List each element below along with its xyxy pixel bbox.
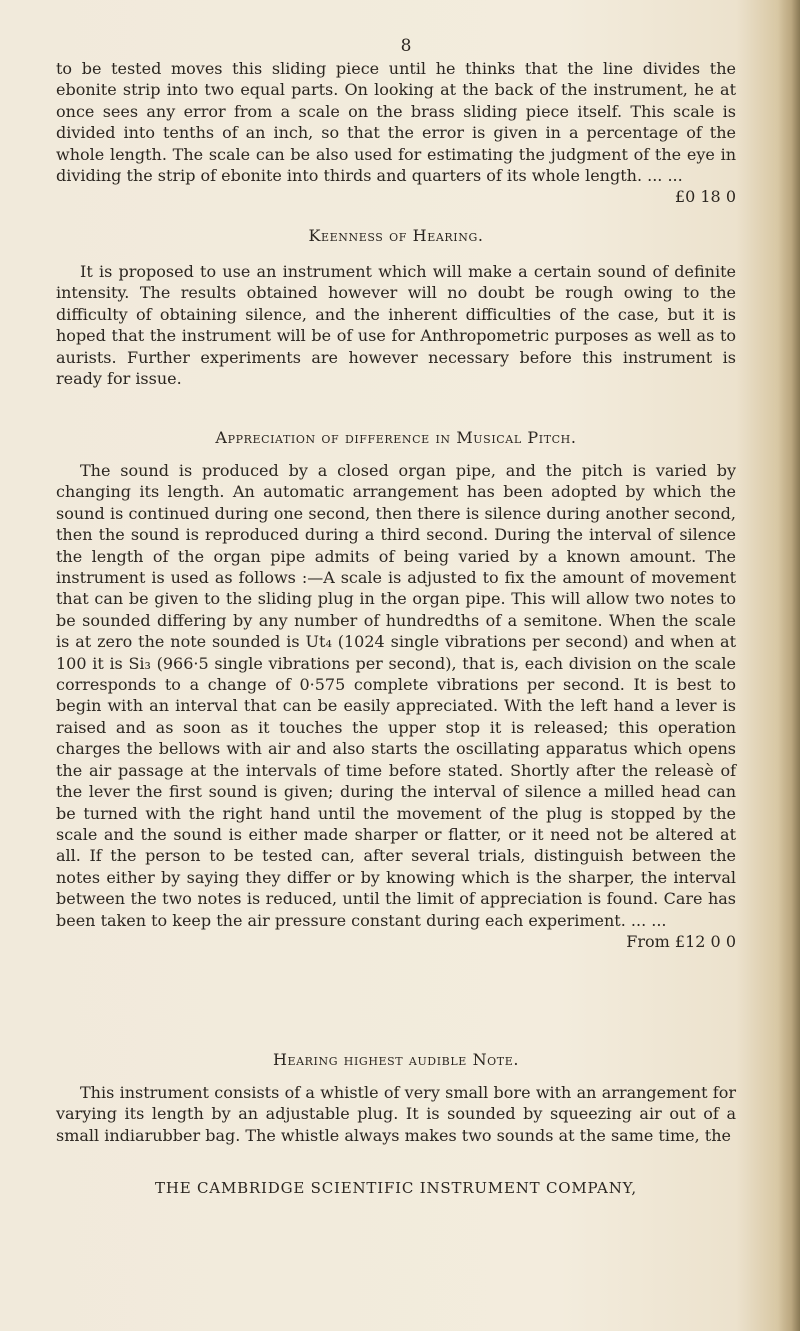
keenness-paragraph: It is proposed to use an instrument which will make a certain sound of definite intensity. The results obtained however will no doubt be rough owing to the difficulty of obtaining silence, and the inherent difficulties of the case, but it is hoped that the instrument will be of use for Anthropometric purposes as well as to aurists. Further experiments are however necessary before this instrument is ready for issue. [56, 262, 736, 389]
page-edge-shadow [778, 0, 800, 1331]
intro-paragraph [56, 58, 736, 208]
heading-musical-pitch: Appreciation of difference in Musical Pitch. [215, 428, 577, 447]
intro-price: £0 18 0 [674, 187, 736, 207]
footer-company-name: THE CAMBRIDGE SCIENTIFIC INSTRUMENT COMPANY, [155, 1179, 637, 1197]
audible-paragraph: This instrument consists of a whistle of very small bore with an arrangement for varying its length by an adjustable plug. It is sounded by squeezing air out of a small indiarubber bag. The whistle always makes two sounds at the same time, the [56, 1083, 736, 1145]
pitch-paragraph-text: The sound is produced by a closed organ pipe, and the pitch is varied by changing its length. An automatic arrangement has been adopted by which the sound is continued during one second, then there is silence during another second, then the sound is reproduced during a third second. During the interval of silence the length of the organ pipe admits of being varied by a known amount. The instrument is used as follows :—A scale is adjusted to fix the amount of movement that can be given to the sliding plug in the organ pipe. This will allow two notes to be sounded differing by any number of hundredths of a semitone. When the scale is at zero the note sounded is Ut₄ (1024 single vibrations per second) and when at 100 it is Si₃ (966·5 single vibrations per second), that is, each division on the scale corresponds to a change of 0·575 complete vibrations per second. It is best to begin with an interval that can be easily appreciated. With the left hand a lever is raised and as soon as it touches the upper stop it is released; this operation charges the bellows with air and also starts the oscillating apparatus which opens the air passage at the intervals of time before stated. Shortly after the releasè of the lever the first sound is given; during the interval of silence a milled head can be turned with the right hand until the movement of the plug is stopped by the scale and the sound is either made sharper or flatter, or it need not be altered at all. If the person to be tested can, after several trials, distinguish between the notes either by saying they differ or by knowing which is the sharper, the interval between the two notes is reduced, until the limit of appreciation is found. Care has been taken to keep the air pressure constant during each experiment. ... ... [56, 461, 736, 930]
heading-highest-audible-note: Hearing highest audible Note. [272, 1050, 520, 1069]
pitch-paragraph [56, 460, 736, 952]
page-number: 8 [400, 36, 412, 56]
intro-paragraph-text: to be tested moves this sliding piece until he thinks that the line divides the ebonite strip into two equal parts. On looking at the back of the instrument, he at once sees any error from a scale on the brass sliding piece itself. This scale is divided into tenths of an inch, so that the error is given in a percentage of the whole length. The scale can be also used for estimating the judgment of the eye in dividing the strip of ebonite into thirds and quarters of its whole length. ... ... [56, 59, 736, 186]
heading-keenness-of-hearing: Keenness of Hearing. [308, 226, 484, 245]
pitch-price: From £12 0 0 [626, 931, 736, 951]
